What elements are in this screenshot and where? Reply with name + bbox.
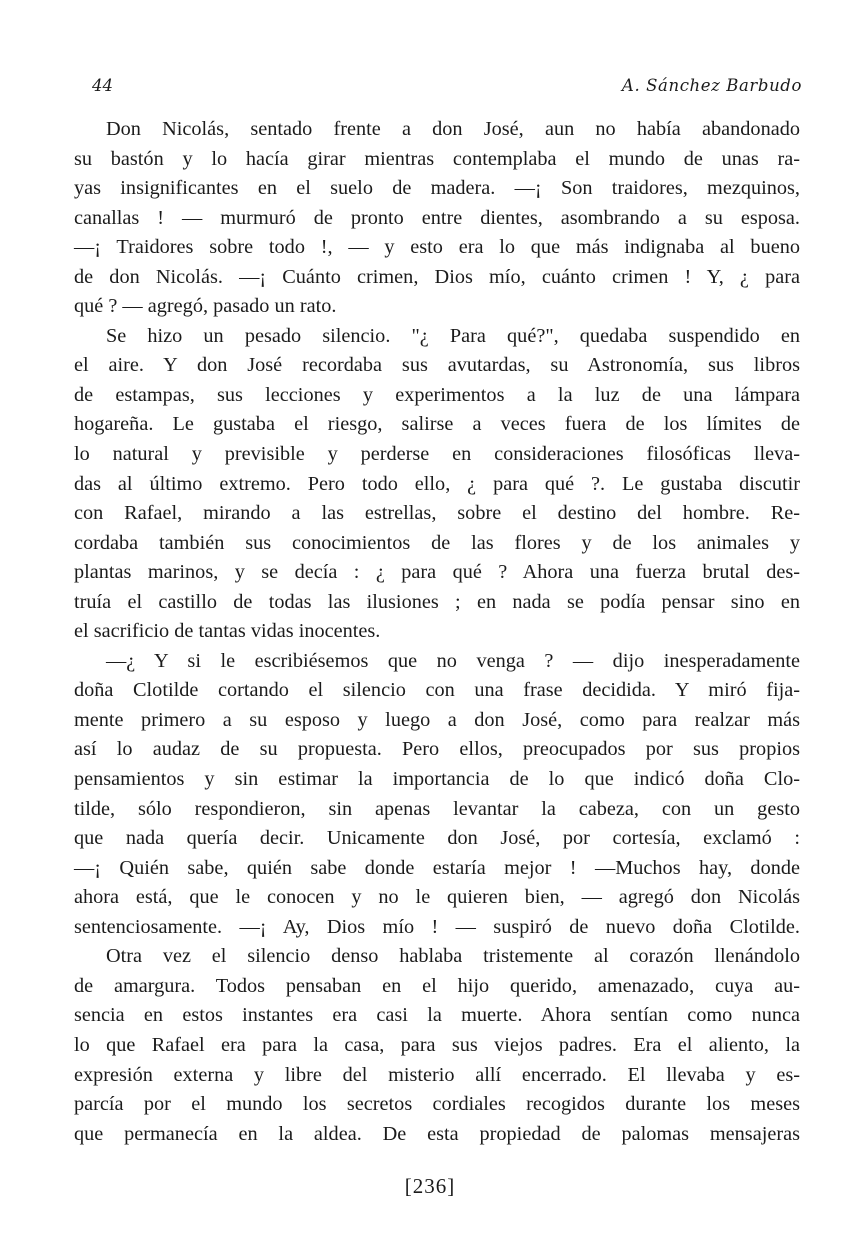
text-line: Se hizo un pesado silencio. "¿ Para qué?", quedaba suspendido en: [106, 324, 800, 347]
text-line: sentenciosamente. —¡ Ay, Dios mío ! — suspiró de nuevo doña Clotilde.: [74, 915, 800, 938]
text-line: de amargura. Todos pensaban en el hijo querido, amenazado, cuya au-: [74, 974, 800, 997]
text-line: qué ? — agregó, pasado un rato.: [74, 295, 337, 318]
text-line: el sacrificio de tantas vidas inocentes.: [74, 620, 381, 643]
page-number: 44: [92, 76, 113, 95]
text-line: sencia en estos instantes era casi la muerte. Ahora sentían como nunca: [74, 1004, 800, 1027]
text-line: así lo audaz de su propuesta. Pero ellos, preocupados por sus propios: [74, 738, 800, 761]
text-line: que nada quería decir. Unicamente don José, por cortesía, exclamó :: [74, 827, 800, 850]
text-line: parcía por el mundo los secretos cordiales recogidos durante los meses: [74, 1093, 800, 1116]
text-line: canallas ! — murmuró de pronto entre dientes, asombrando a su esposa.: [74, 206, 800, 229]
text-line: mente primero a su esposo y luego a don José, como para realzar más: [74, 708, 800, 731]
text-line: tilde, sólo respondieron, sin apenas levantar la cabeza, con un gesto: [74, 797, 800, 820]
text-line: lo que Rafael era para la casa, para sus viejos padres. Era el aliento, la: [74, 1033, 800, 1056]
text-line: Don Nicolás, sentado frente a don José, aun no había abandonado: [106, 118, 800, 140]
text-line: das al último extremo. Pero todo ello, ¿ para qué ?. Le gustaba discutir: [74, 472, 800, 495]
text-line: cordaba también sus conocimientos de las flores y de los animales y: [74, 531, 800, 554]
running-title: A. Sánchez Barbudo: [621, 76, 802, 95]
running-head: [0, 72, 860, 98]
text-line: ahora está, que le conocen y no le quieren bien, — agregó don Nicolás: [74, 886, 800, 909]
text-line: —¿ Y si le escribiésemos que no venga ? — dijo inesperadamente: [106, 649, 800, 672]
text-line: su bastón y lo hacía girar mientras contemplaba el mundo de unas ra-: [74, 147, 800, 170]
text-line: con Rafael, mirando a las estrellas, sobre el destino del hombre. Re-: [74, 502, 800, 525]
text-line: yas insignificantes en el suelo de madera. —¡ Son traidores, mezquinos,: [74, 177, 800, 200]
text-line: de estampas, sus lecciones y experimentos a la luz de una lámpara: [74, 383, 800, 406]
folio-number: [236]: [404, 1174, 456, 1198]
body-text: [74, 115, 800, 1149]
text-line: expresión externa y libre del misterio allí encerrado. El llevaba y es-: [74, 1063, 800, 1086]
text-line: truía el castillo de todas las ilusiones ; en nada se podía pensar sino en: [74, 590, 800, 613]
text-line: —¡ Quién sabe, quién sabe donde estaría mejor ! —Muchos hay, donde: [74, 856, 800, 879]
text-line: plantas marinos, y se decía : ¿ para qué ? Ahora una fuerza brutal des-: [74, 561, 800, 584]
text-line: que permanecía en la aldea. De esta propiedad de palomas mensajeras: [74, 1122, 800, 1145]
text-line: de don Nicolás. —¡ Cuánto crimen, Dios mío, cuánto crimen ! Y, ¿ para: [74, 265, 800, 288]
text-line: lo natural y previsible y perderse en consideraciones filosóficas lleva-: [74, 443, 800, 466]
text-line: —¡ Traidores sobre todo !, — y esto era lo que más indignaba al bueno: [74, 236, 800, 259]
text-line: hogareña. Le gustaba el riesgo, salirse a veces fuera de los límites de: [74, 413, 800, 436]
text-line: el aire. Y don José recordaba sus avutardas, su Astronomía, sus libros: [74, 354, 800, 377]
text-line: pensamientos y sin estimar la importancia de lo que indicó doña Clo-: [74, 768, 800, 791]
text-line: doña Clotilde cortando el silencio con una frase decidida. Y miró fija-: [74, 679, 800, 702]
text-line: Otra vez el silencio denso hablaba tristemente al corazón llenándolo: [106, 945, 800, 968]
